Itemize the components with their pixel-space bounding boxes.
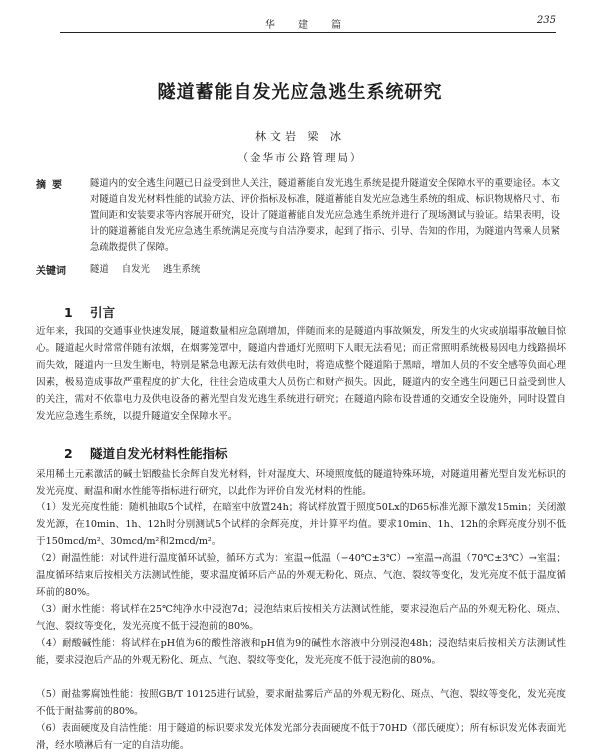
section-number: 1 [64, 305, 73, 320]
section-heading-2 [64, 444, 228, 462]
page-number: 235 [536, 15, 556, 26]
running-header [60, 14, 556, 33]
section-number: 2 [64, 446, 73, 461]
paper-title: 隧道蓄能自发光应急逃生系统研究 [157, 82, 443, 103]
abstract-label: 摘要 [36, 180, 68, 191]
body-paragraph: （5）耐盐雾腐蚀性能：按照GB/T 10125进行试验，要求耐盐雾后产品的外观无粉化、斑点、气泡、裂纹等变化，发光亮度不低于耐盐雾前的80%。 [36, 689, 566, 717]
abstract-text: 隧道内的安全逃生问题已日益受到世人关注，隧道蓄能自发光逃生系统是提升隧道安全保障水平的重要途径。本文对隧道自发光材料性能的试验方法、评价指标及标准，隧道蓄能自发光应急逃生系统的组成、标识物规格尺寸、布置间距和安装要求等内容展开研究，设计了隧道蓄能自发光应急逃生系统并进行了现场测试与验证。结果表明，设计的隧道蓄能自发光应急逃生系统满足亮度与自洁净要求，起到了指示、引导、告知的作用，为隧道内驾乘人员紧急疏散提供了保障。 [90, 178, 560, 253]
body-paragraph: （6）表面硬度及自洁性能：用于隧道的标识要求发光体发光部分表面硬度不低于70HD（邵氏硬度）；所有标识发光体表面光滑，经水喷淋后有一定的自洁功能。 [36, 723, 566, 751]
body-paragraph: （3）耐水性能：将试样在25℃纯净水中浸泡7d；浸泡结束后按相关方法测试性能，要求浸泡后产品的外观无粉化、斑点、气泡、裂纹等变化，发光亮度不低于浸泡前的80%。 [36, 604, 566, 632]
keywords-text: 隧道 自发光 逃生系统 [90, 264, 201, 275]
section-heading-1 [64, 303, 115, 321]
keywords-label: 关键词 [36, 266, 66, 277]
journal-name: 华 建 篇 [264, 20, 352, 31]
section-title: 引言 [90, 305, 116, 320]
body-paragraph: （2）耐温性能：对试件进行温度循环试验，循环方式为：室温→低温（−40℃±3℃）→室温→高温（70℃±3℃）→室温；温度循环结束后按相关方法测试性能，要求温度循环后产品的外观无粉化、斑点、气泡、裂纹等变化，发光亮度不低于温度循环前的80%。 [36, 553, 566, 598]
body-paragraph: （4）耐酸碱性能：将试样在pH值为6的酸性溶液和pH值为9的碱性水溶液中分别浸泡48h；浸泡结束后按相关方法测试性能，要求浸泡后产品的外观无粉化、斑点、气泡、裂纹等变化，发光亮度不低于浸泡前的80%。 [36, 638, 566, 666]
authors: 林文岩 梁 冰 [255, 130, 345, 143]
body-paragraph: 采用稀土元素激活的碱土铝酸盐长余辉自发光材料，针对湿度大、环境照度低的隧道特殊环境，对隧道用蓄光型自发光标识的发光亮度、耐温和耐水性能等指标进行研究，以此作为评价自发光材料的性能。 [36, 469, 566, 497]
section-title: 隧道自发光材料性能指标 [90, 446, 228, 461]
body-paragraph: 近年来，我国的交通事业快速发展，隧道数量相应急剧增加，伴随而来的是隧道内事故频发，所发生的火灾或崩塌事故触目惊心。隧道起火时常常伴随有浓烟，在烟雾笼罩中，隧道内普通灯光照明下人眼无法看见；而正常照明系统极易因电力线路损坏而失效，隧道内一旦发生断电，特别是紧急电源无法有效供电时，将造成整个隧道陷于黑暗，增加人员的不安全感等负面心理因素，极易造成事故严重程度的扩大化，往往会造成重大人员伤亡和财产损失。因此，隧道内的安全逃生问题已日益受到世人的关注，需对不依靠电力及供电设备的蓄光型自发光逃生系统进行研究；在隧道内除布设普通的交通安全设施外，同时设置自发光应急逃生系统，以提升隧道安全保障水平。 [36, 326, 566, 422]
body-paragraph: （1）发光亮度性能：随机抽取5个试样，在暗室中放置24h；将试样放置于照度50Lx的D65标准光源下激发15min；关闭激发光源，在10min、1h、12h时分别测试5个试样的余辉亮度，并计算平均值。要求10min、1h、12h的余辉亮度分别不低于150mcd/m²、30mcd/m²和2mcd/m²。 [36, 502, 566, 547]
affiliation: （金华市公路管理局） [237, 152, 363, 164]
